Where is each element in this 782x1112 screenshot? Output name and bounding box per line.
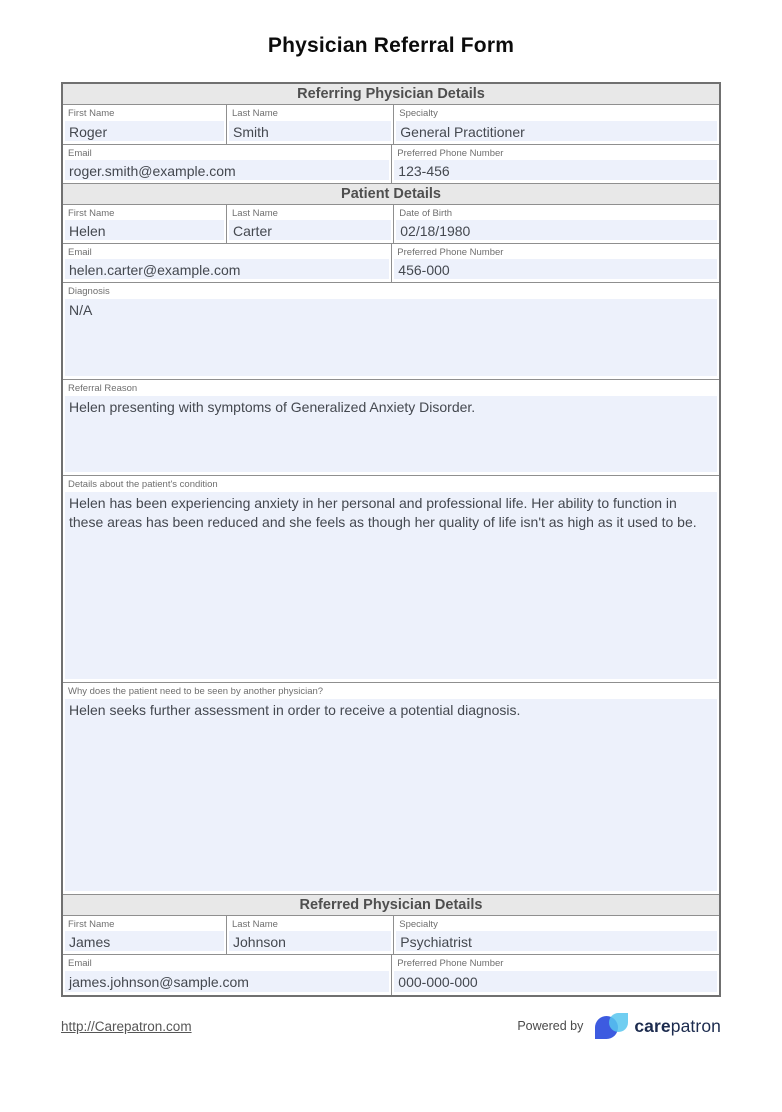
referring-contact-row <box>63 145 719 184</box>
field-referred-first-name <box>63 916 227 954</box>
referring-first-name-label: First Name <box>68 108 115 119</box>
diagnosis-textarea[interactable]: N/A <box>65 299 717 376</box>
referring-phone-input[interactable]: 123-456 <box>394 160 717 180</box>
referred-specialty-input[interactable]: Psychiatrist <box>396 931 717 951</box>
referred-phone-input[interactable]: 000-000-000 <box>394 971 717 992</box>
footer <box>61 1013 721 1039</box>
referring-last-name-input[interactable]: Smith <box>229 121 391 141</box>
referred-email-input[interactable]: james.johnson@sample.com <box>65 971 389 992</box>
patient-dob-input[interactable]: 02/18/1980 <box>396 220 717 240</box>
referring-specialty-label: Specialty <box>399 108 438 119</box>
carepatron-bubbles-icon <box>595 1013 629 1039</box>
patient-first-name-label: First Name <box>68 208 115 219</box>
patient-last-name-input[interactable]: Carter <box>229 220 391 240</box>
field-referring-first-name <box>63 105 227 144</box>
referred-email-label: Email <box>68 958 92 969</box>
field-referring-phone <box>392 145 719 183</box>
referring-specialty-input[interactable]: General Practitioner <box>396 121 717 141</box>
powered-by-label: Powered by <box>517 1019 584 1033</box>
patient-contact-row <box>63 244 719 283</box>
referral-reason-label: Referral Reason <box>68 383 138 394</box>
field-diagnosis <box>63 283 719 379</box>
field-referred-specialty <box>394 916 719 954</box>
carepatron-logo <box>595 1013 721 1039</box>
field-patient-last-name <box>227 205 394 243</box>
field-why-other-physician <box>63 683 719 894</box>
referred-name-row <box>63 916 719 955</box>
field-referred-email <box>63 955 392 995</box>
patient-email-label: Email <box>68 247 92 258</box>
referring-email-input[interactable]: roger.smith@example.com <box>65 160 389 180</box>
referring-email-label: Email <box>68 148 92 159</box>
patient-last-name-label: Last Name <box>232 208 278 219</box>
why-other-physician-row <box>63 683 719 895</box>
field-referred-last-name <box>227 916 394 954</box>
diagnosis-row <box>63 283 719 380</box>
condition-details-label: Details about the patient's condition <box>68 479 218 490</box>
referral-form <box>61 82 721 997</box>
field-referring-specialty <box>394 105 719 144</box>
referred-last-name-input[interactable]: Johnson <box>229 931 391 951</box>
section-header-patient: Patient Details <box>63 184 719 205</box>
condition-details-textarea[interactable]: Helen has been experiencing anxiety in her personal and professional life. Her ability to function in these areas has been reduced and she feels as though her quality of life isn't as high as it used to be. <box>65 492 717 679</box>
field-patient-dob <box>394 205 719 243</box>
diagnosis-label: Diagnosis <box>68 286 110 297</box>
referred-last-name-label: Last Name <box>232 919 278 930</box>
referred-first-name-input[interactable]: James <box>65 931 224 951</box>
referring-first-name-input[interactable]: Roger <box>65 121 224 141</box>
referring-name-row <box>63 105 719 145</box>
referral-reason-row <box>63 380 719 476</box>
field-patient-email <box>63 244 392 282</box>
referring-phone-label: Preferred Phone Number <box>397 148 504 159</box>
field-patient-phone <box>392 244 719 282</box>
referral-reason-textarea[interactable]: Helen presenting with symptoms of Generalized Anxiety Disorder. <box>65 396 717 472</box>
patient-email-input[interactable]: helen.carter@example.com <box>65 259 389 279</box>
field-referred-phone <box>392 955 719 995</box>
wordmark-care: care <box>634 1015 671 1036</box>
field-referring-last-name <box>227 105 394 144</box>
patient-phone-label: Preferred Phone Number <box>397 247 504 258</box>
condition-details-row <box>63 476 719 683</box>
patient-phone-input[interactable]: 456-000 <box>394 259 717 279</box>
field-patient-first-name <box>63 205 227 243</box>
powered-by-block <box>517 1013 721 1039</box>
referring-last-name-label: Last Name <box>232 108 278 119</box>
why-other-physician-textarea[interactable]: Helen seeks further assessment in order to receive a potential diagnosis. <box>65 699 717 891</box>
referred-phone-label: Preferred Phone Number <box>397 958 504 969</box>
carepatron-link[interactable]: http://Carepatron.com <box>61 1018 192 1034</box>
patient-dob-label: Date of Birth <box>399 208 453 219</box>
section-header-referred-physician: Referred Physician Details <box>63 895 719 916</box>
referred-contact-row <box>63 955 719 995</box>
page-title: Physician Referral Form <box>267 34 515 57</box>
section-header-referring-physician: Referring Physician Details <box>63 84 719 105</box>
field-condition-details <box>63 476 719 682</box>
patient-name-row <box>63 205 719 244</box>
logo-bubble-light-icon <box>609 1013 628 1032</box>
field-referral-reason <box>63 380 719 475</box>
wordmark-patron: patron <box>670 1015 721 1036</box>
referred-first-name-label: First Name <box>68 919 115 930</box>
carepatron-wordmark <box>634 1016 721 1037</box>
why-other-physician-label: Why does the patient need to be seen by another physician? <box>68 686 324 697</box>
patient-first-name-input[interactable]: Helen <box>65 220 224 240</box>
field-referring-email <box>63 145 392 183</box>
referred-specialty-label: Specialty <box>399 919 438 930</box>
